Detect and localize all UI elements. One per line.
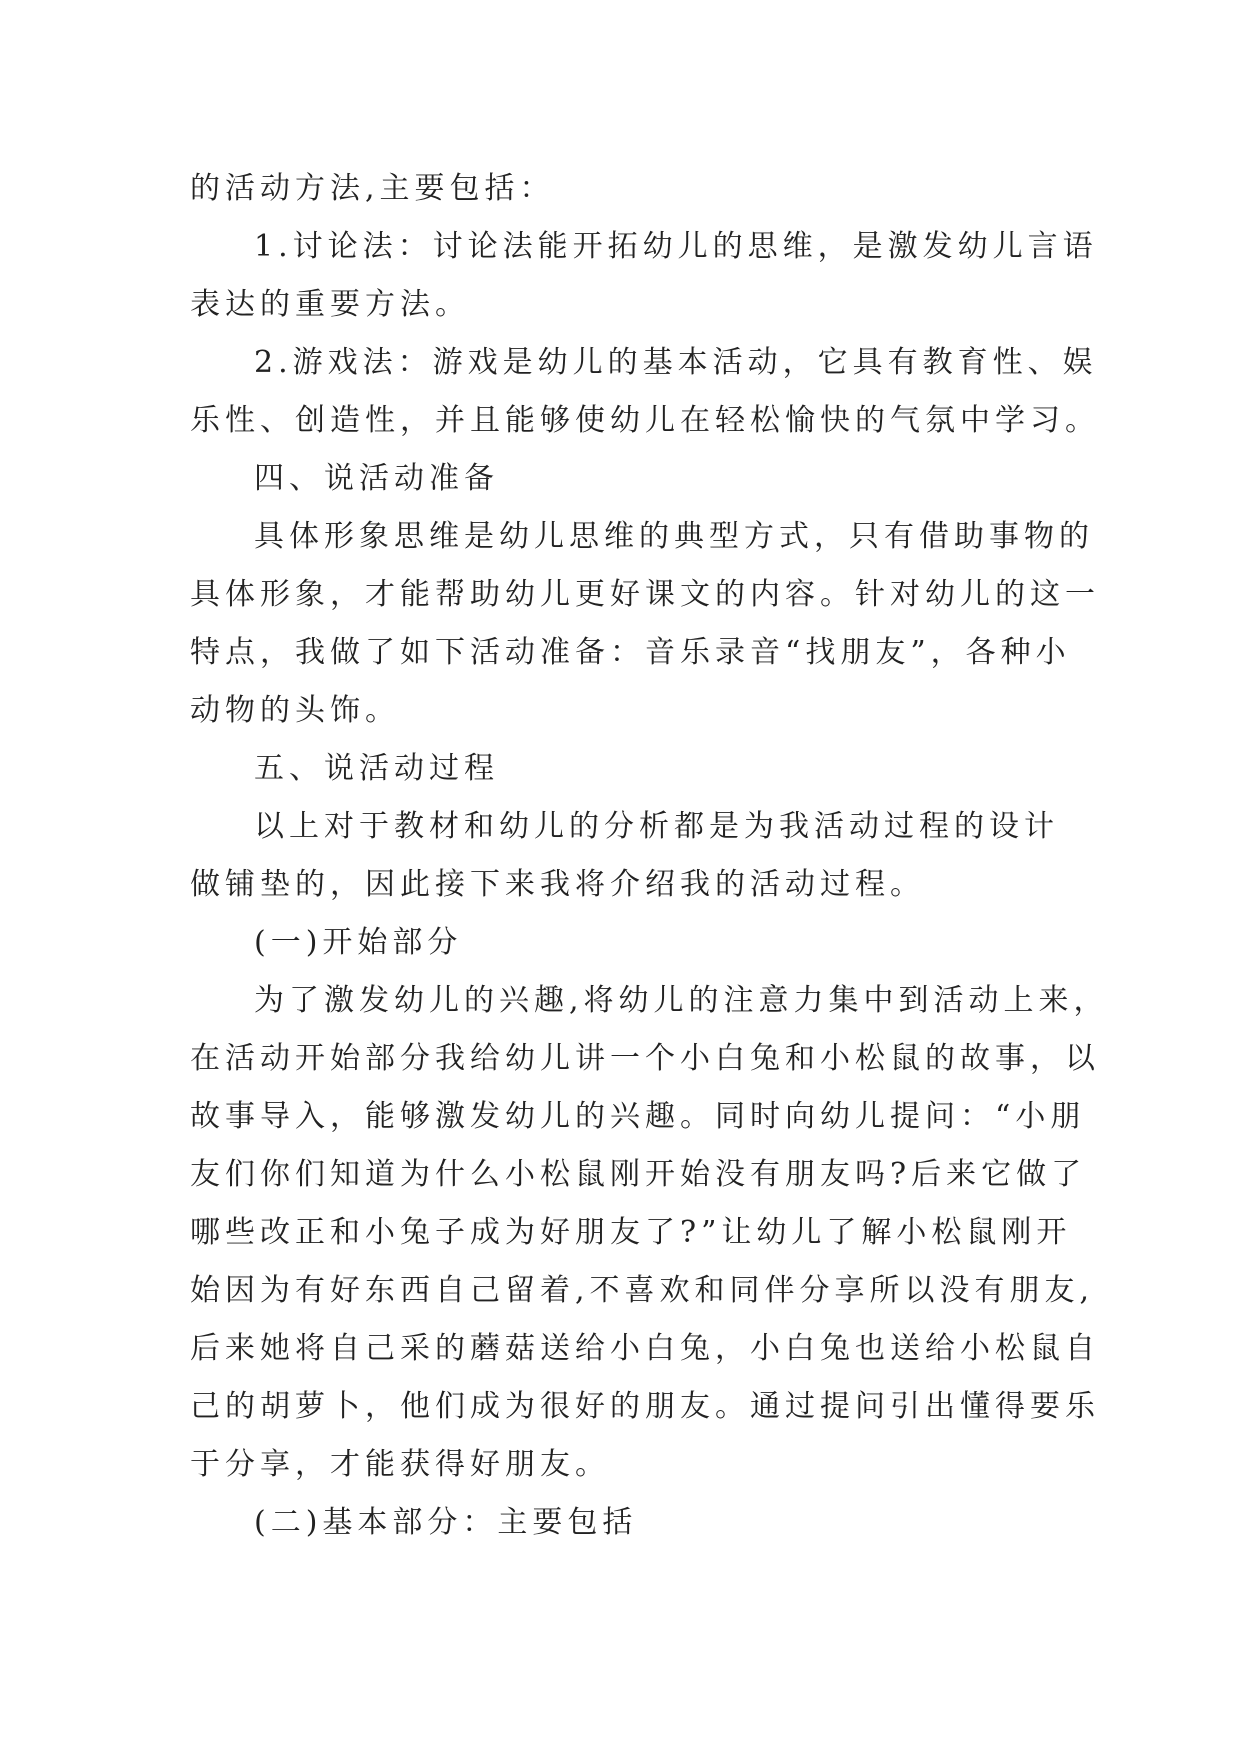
text-line: 在活动开始部分我给幼儿讲一个小白兔和小松鼠的故事，以	[190, 1041, 1100, 1076]
text-line: 五、说活动过程	[254, 751, 499, 786]
text-line: 后来她将自己采的蘑菇送给小白兔，小白兔也送给小松鼠自	[190, 1331, 1100, 1366]
text-line: 动物的头饰。	[190, 693, 400, 728]
text-line: 乐性、创造性，并且能够使幼儿在轻松愉快的气氛中学习。	[190, 403, 1100, 438]
text-line: 具体形象，才能帮助幼儿更好课文的内容。针对幼儿的这一	[190, 577, 1100, 612]
text-line: 表达的重要方法。	[190, 287, 470, 322]
text-line: 具体形象思维是幼儿思维的典型方式，只有借助事物的	[254, 519, 1094, 554]
text-line: 始因为有好东西自己留着,不喜欢和同伴分享所以没有朋友,	[190, 1273, 1095, 1308]
text-line: 哪些改正和小兔子成为好朋友了?”让幼儿了解小松鼠刚开	[190, 1215, 1072, 1250]
text-line: 己的胡萝卜，他们成为很好的朋友。通过提问引出懂得要乐	[190, 1389, 1100, 1424]
text-line: 为了激发幼儿的兴趣,将幼儿的注意力集中到活动上来，	[254, 983, 1109, 1018]
text-line: (一)开始部分	[254, 925, 463, 960]
text-line: 2.游戏法：游戏是幼儿的基本活动，它具有教育性、娱	[254, 345, 1098, 380]
text-line: 特点，我做了如下活动准备：音乐录音“找朋友”，各种小	[190, 635, 1071, 670]
text-line: 四、说活动准备	[254, 461, 499, 496]
text-line: 的活动方法,主要包括：	[190, 171, 555, 206]
text-line: (二)基本部分：主要包括	[254, 1505, 638, 1540]
text-line: 于分享，才能获得好朋友。	[190, 1447, 610, 1482]
text-line: 以上对于教材和幼儿的分析都是为我活动过程的设计	[254, 809, 1059, 844]
text-line: 做铺垫的，因此接下来我将介绍我的活动过程。	[190, 867, 925, 902]
text-line: 友们你们知道为什么小松鼠刚开始没有朋友吗?后来它做了	[190, 1157, 1087, 1192]
document-body	[190, 160, 1109, 1552]
text-line: 故事导入，能够激发幼儿的兴趣。同时向幼儿提问：“小朋	[190, 1099, 1086, 1134]
text-line: 1.讨论法：讨论法能开拓幼儿的思维，是激发幼儿言语	[254, 229, 1098, 264]
